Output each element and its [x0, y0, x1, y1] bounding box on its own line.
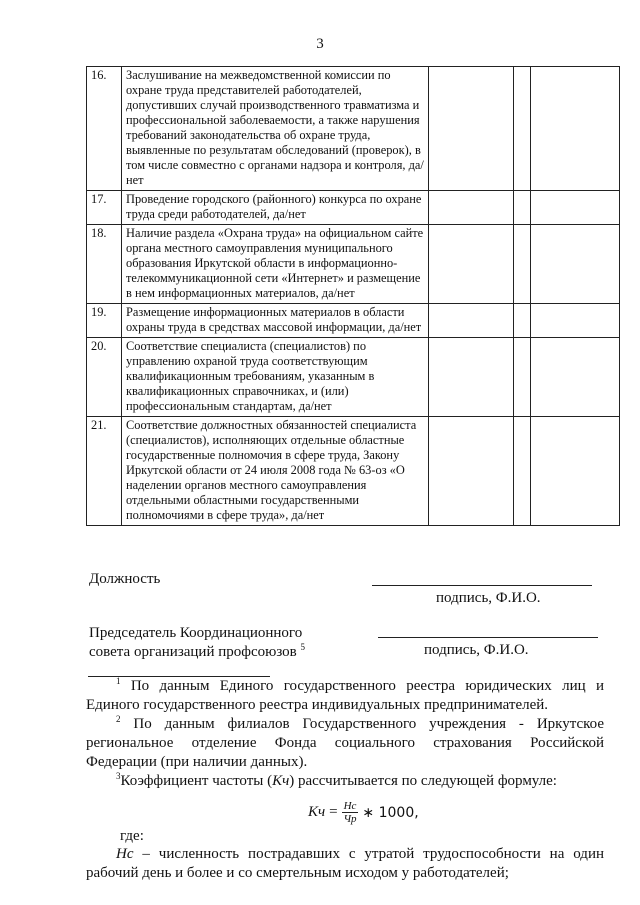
row-value-cell-1 [429, 417, 514, 526]
row-text: Заслушивание на межведомственной комиссии по охране труда представителей работодателей, допустивших случай производственного травматизма и профессиональной заболеваемости, а также нарушения требований законодательства об охране труда, выявленные по результатам обследований (проверок), в том числе совместно с органами надзора и контроля, да/нет [122, 67, 429, 191]
row-number: 20. [87, 338, 122, 417]
formula-denominator: Чр [343, 813, 357, 825]
chairman-label [89, 624, 305, 662]
definition-hc: Нс – численность пострадавших с утратой трудоспособности на один рабочий день и более и со смертельным исходом у работодателей; [86, 846, 604, 881]
table-row [87, 417, 620, 526]
where-label: где: [120, 828, 144, 844]
chairman-signature-line [378, 637, 598, 638]
footnote-2: $^2$ По данным филиалов Государственного учреждения - Иркутское региональное отделение Фонда социального страхования Российской Федерации (при наличии данных). [86, 714, 604, 770]
formula-rhs: ∗ 1000, [362, 804, 419, 821]
row-value-cell-3 [531, 191, 620, 225]
row-number: 17. [87, 191, 122, 225]
row-text: Размещение информационных материалов в области охраны труда в средствах массовой информации, да/нет [122, 304, 429, 338]
row-value-cell-2 [514, 225, 531, 304]
row-value-cell-3 [531, 225, 620, 304]
footnotes [86, 677, 604, 791]
row-value-cell-2 [514, 338, 531, 417]
row-text: Соответствие должностных обязанностей специалиста (специалистов), исполняющих отдельные областные государственные полномочия в сфере труда, Закону Иркутской области от 24 июля 2008 года № 63-оз «О наделении органов местного самоуправления отдельными областными государственными полномочиями в сфере труда», да/нет [122, 417, 429, 526]
formula-fraction [342, 800, 359, 825]
position-signature-caption: подпись, Ф.И.О. [436, 590, 541, 606]
row-text: Проведение городского (районного) конкурса по охране труда среди работодателей, да/нет [122, 191, 429, 225]
row-value-cell-2 [514, 191, 531, 225]
row-value-cell-2 [514, 417, 531, 526]
formula-equals: = [329, 804, 338, 820]
row-value-cell-1 [429, 338, 514, 417]
row-value-cell-3 [531, 304, 620, 338]
table-row [87, 304, 620, 338]
row-number: 16. [87, 67, 122, 191]
row-text: Наличие раздела «Охрана труда» на официальном сайте органа местного самоуправления муниципального образования Иркутской области в информационно-телекоммуникационной сети «Интернет» и размещение в нем информационных материалов, да/нет [122, 225, 429, 304]
chairman-signature-caption: подпись, Ф.И.О. [424, 642, 529, 658]
row-number: 19. [87, 304, 122, 338]
formula-lhs: Кч [308, 804, 326, 820]
footnote-3: $^3$Коэффициент частоты (Кч) рассчитывается по следующей формуле: [116, 771, 557, 789]
row-value-cell-3 [531, 67, 620, 191]
position-label: Должность [89, 571, 161, 587]
formula-numerator: Нс [343, 800, 357, 812]
table-row [87, 67, 620, 191]
row-number: 18. [87, 225, 122, 304]
row-number: 21. [87, 417, 122, 526]
row-value-cell-3 [531, 417, 620, 526]
chairman-line-1: Председатель Координационного [89, 625, 303, 641]
frequency-formula [308, 800, 419, 825]
row-text: Соответствие специалиста (специалистов) по управлению охраной труда соответствующим квалификационным требованиям, указанным в квалификационных справочниках, и (или) профессиональным стандартам, да/нет [122, 338, 429, 417]
footnote-1: $^1$ По данным Единого государственного реестра юридических лиц и Единого государственного реестра индивидуальных предпринимателей. [86, 676, 605, 713]
table-row [87, 338, 620, 417]
row-value-cell-1 [429, 225, 514, 304]
chairman-line-2: совета организаций профсоюзов $^5$ [89, 642, 306, 660]
row-value-cell-1 [429, 67, 514, 191]
row-value-cell-2 [514, 304, 531, 338]
footnote-ref-5: 5 [300, 642, 306, 652]
table-row [87, 191, 620, 225]
checklist-table [86, 66, 620, 526]
row-value-cell-1 [429, 304, 514, 338]
page-number: 3 [316, 36, 324, 52]
position-signature-line [372, 585, 592, 586]
row-value-cell-2 [514, 67, 531, 191]
table-row [87, 225, 620, 304]
row-value-cell-3 [531, 338, 620, 417]
row-value-cell-1 [429, 191, 514, 225]
